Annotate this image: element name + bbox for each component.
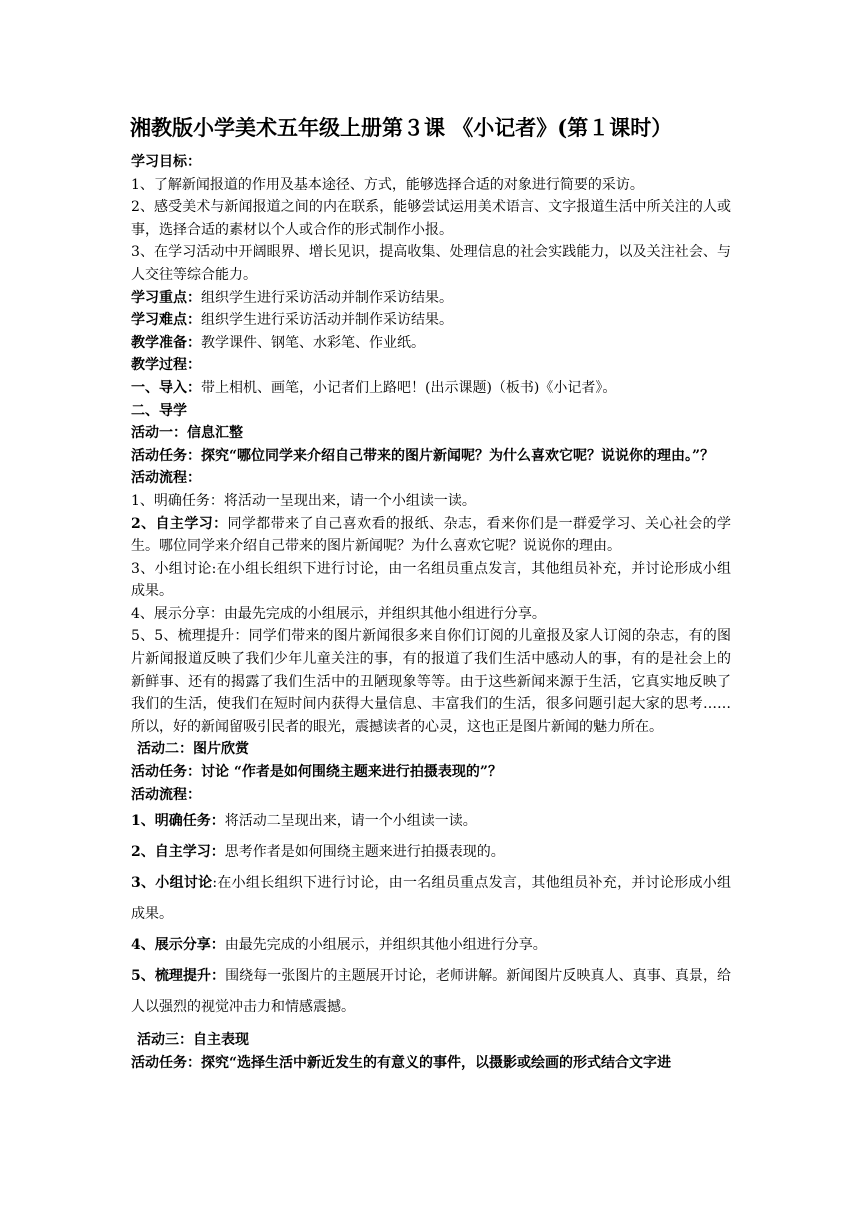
activity3-task: 活动任务：探究“选择生活中新近发生的有意义的事件，以摄影或绘画的形式结合文字进 (131, 1054, 672, 1071)
page-title: 湘教版小学美术五年级上册第３课 《小记者》(第１课时） (130, 115, 673, 140)
step-text: 围绕每一张图片的主题展开讨论，老师讲解。新闻图片反映真人、真事、真景，给人以强烈的视觉冲击力和情感震撼。 (131, 968, 731, 1016)
activity2-task: 活动任务：讨论 “作者是如何围绕主题来进行拍摄表现的”？ (131, 764, 502, 781)
step-label: 1、明确任务： (131, 813, 225, 830)
objectives-heading: 学习目标： (131, 154, 201, 170)
activity2-step (131, 868, 731, 930)
activity1-title: 活动一：信息汇整 (131, 425, 243, 442)
preparation-label: 教学准备： (131, 334, 201, 351)
document-body (131, 151, 731, 1074)
activity2-title: 活动二：图片欣赏 (137, 741, 249, 758)
difficulty-text: 组织学生进行采访活动并制作采访结果。 (201, 312, 453, 329)
activity2-step (131, 930, 731, 961)
step-label: 2、自主学习： (131, 515, 228, 532)
activity1-step (131, 603, 731, 626)
activity2-flow-heading: 活动流程： (131, 786, 201, 803)
key-point-label: 学习重点： (131, 289, 201, 306)
step-text: 同学们带来的图片新闻很多来自你们订阅的儿童报及家人订阅的杂志，有的图片新闻报道反映了我们少年儿童关注的事，有的报道了我们生活中感动人的事，有的是社会上的新鲜事、还有的揭露了我们生活中的丑陋现象等等。由于这些新闻来源于生活，它真实地反映了我们的生活，使我们在短时间内获得大量信息、丰富我们的生活，很多问题引起大家的思考……所以，好的新闻留吸引民者的眼光，震撼读者的心灵，这也正是图片新闻的魅力所在。 (131, 628, 731, 735)
step-label: 5、5、梳理提升： (131, 628, 249, 645)
activity1-step (131, 513, 731, 558)
step-text: 将活动二呈现出来，请一个小组读一读。 (224, 813, 477, 830)
guide-heading: 二、导学 (131, 402, 187, 419)
objective-item: 2、感受美术与新闻报道之间的内在联系，能够尝试运用美术语言、文字报道生活中所关注的人或事，选择合适的素材以个人或合作的形式制作小报。 (131, 199, 731, 238)
objective-item: 1、了解新闻报道的作用及基本途径、方式，能够选择合适的对象进行简要的采访。 (131, 176, 644, 193)
activity3-title: 活动三：自主表现 (137, 1032, 249, 1049)
step-text: 同学都带来了自己喜欢看的报纸、杂志，看来你们是一群爱学习、关心社会的学生。哪位同学来介绍自己带来的图片新闻呢？为什么喜欢它呢？说说你的理由。 (131, 515, 731, 555)
step-label: 3、小组讨论 (131, 875, 213, 892)
step-text: 由最先完成的小组展示，并组织其他小组进行分享。 (223, 605, 546, 622)
key-point-text: 组织学生进行采访活动并制作采访结果。 (201, 289, 453, 306)
step-text: 在小组长组织下进行讨论，由一名组员重点发言，其他组员补充，并讨论形成小组成果。 (131, 560, 732, 600)
step-text: 思考作者是如何围绕主题来进行拍摄表现的。 (224, 844, 505, 861)
preparation-text: 教学课件、钢笔、水彩笔、作业纸。 (201, 334, 425, 351)
step-label: 3、小组讨论: (131, 560, 217, 577)
key-point (131, 287, 731, 310)
step-label: 5、梳理提升： (131, 968, 226, 985)
step-label: 1、明确任务： (131, 492, 224, 509)
preparation (131, 332, 731, 355)
activity1-step (131, 558, 731, 603)
objective-item: 3、在学习活动中开阔眼界、增长见识，提高收集、处理信息的社会实践能力，以及关注社会、与人交往等综合能力。 (131, 244, 731, 283)
activity1-step (131, 490, 731, 513)
difficulty (131, 309, 731, 332)
difficulty-label: 学习难点： (131, 312, 201, 329)
step-label: 4、展示分享： (131, 605, 224, 622)
activity2-step (131, 961, 731, 1023)
activity1-flow-heading: 活动流程： (131, 470, 201, 487)
activity2-step (131, 837, 731, 868)
intro-label: 一、导入： (131, 379, 201, 396)
process-heading: 教学过程： (131, 357, 201, 374)
intro (131, 377, 731, 400)
step-text: :在小组长组织下进行讨论，由一名组员重点发言，其他组员补充，并讨论形成小组成果。 (131, 875, 731, 923)
activity1-task: 活动任务：探究“哪位同学来介绍自己带来的图片新闻呢？为什么喜欢它呢？说说你的理由。”？ (131, 447, 715, 464)
step-label: 2、自主学习： (131, 844, 225, 861)
activity2-step (131, 806, 731, 837)
step-text: 将活动一呈现出来，请一个小组读一读。 (223, 492, 476, 509)
activity1-step (131, 625, 731, 738)
intro-text: 带上相机、画笔，小记者们上路吧！(出示课题)（板书)《小记者》。 (201, 379, 617, 396)
step-text: 由最先完成的小组展示，并组织其他小组进行分享。 (224, 937, 547, 954)
step-label: 4、展示分享： (131, 937, 225, 954)
